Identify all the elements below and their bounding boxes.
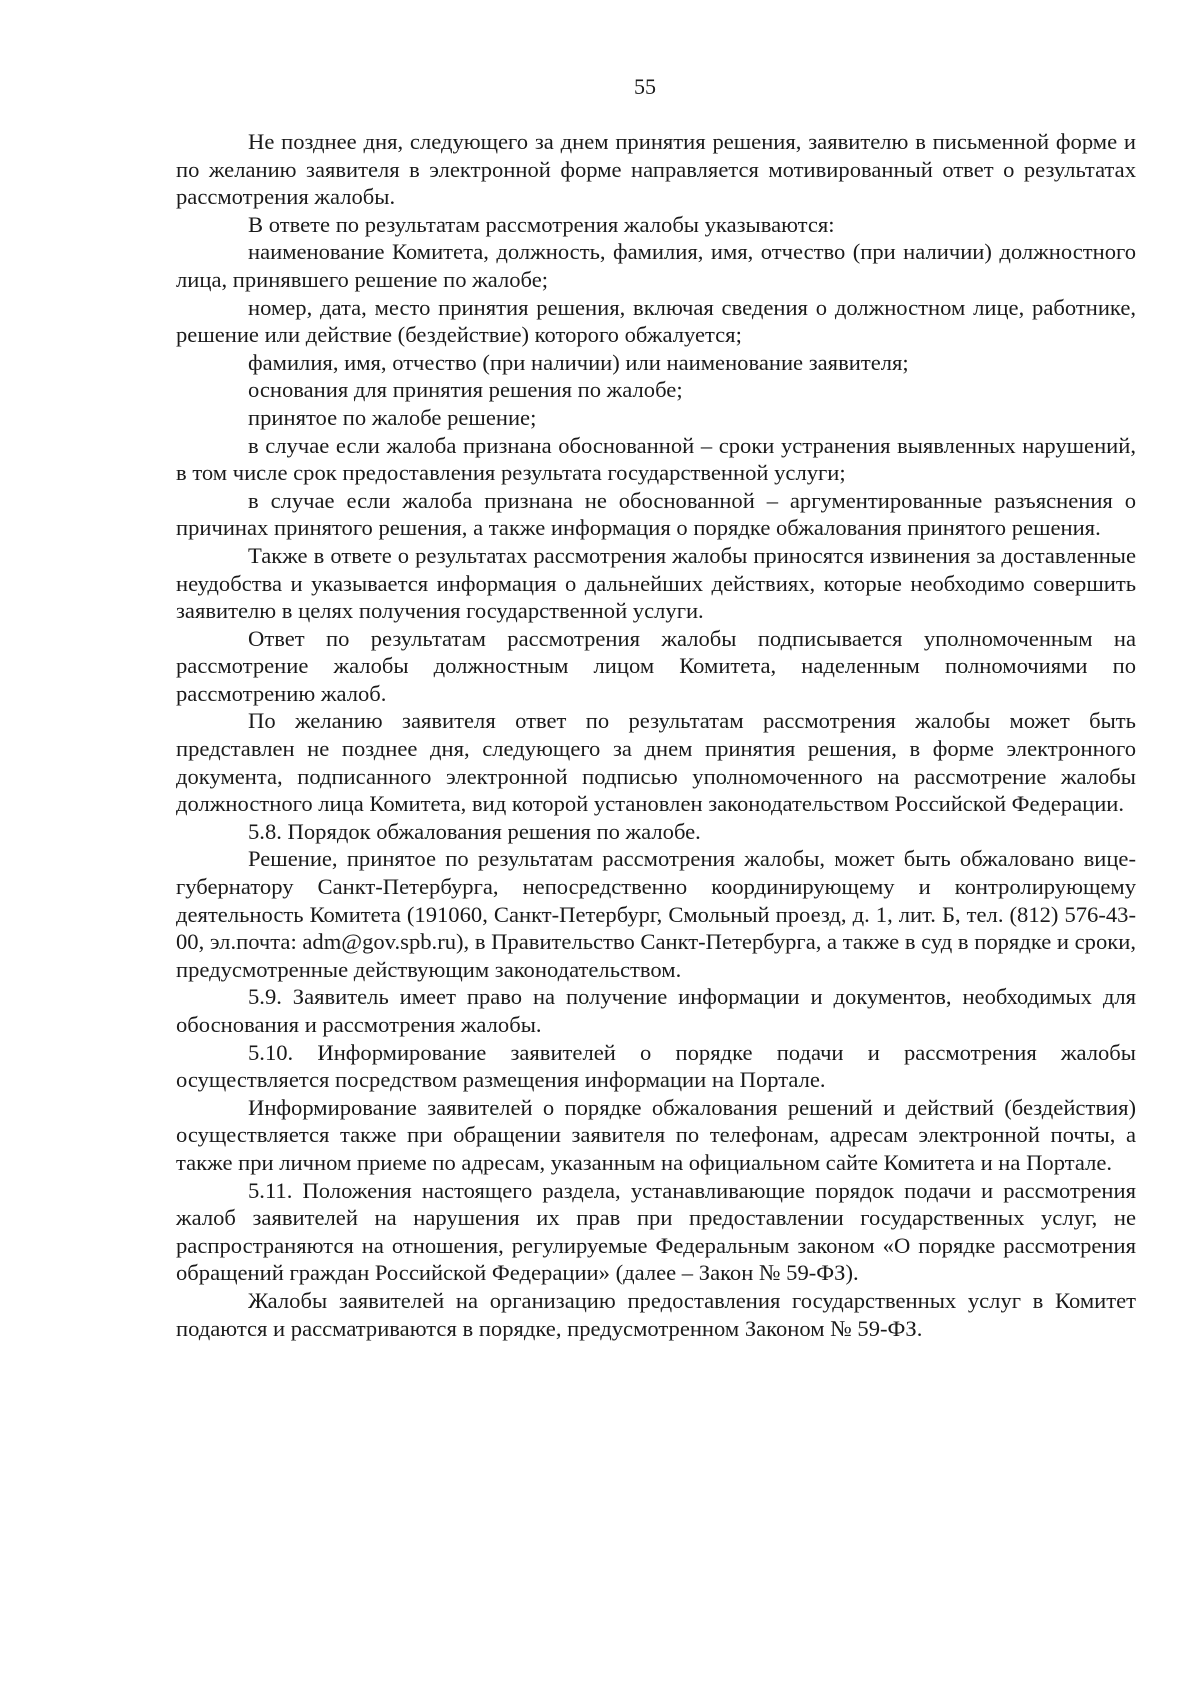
paragraph: Информирование заявителей о порядке обжалования решений и действий (бездействия) осуществляется также при обращении заявителя по телефонам, адресам электронной почты, а также при личном приеме по адресам, указанным на официальном сайте Комитета и на Портале.: [176, 1094, 1136, 1175]
paragraph: В ответе по результатам рассмотрения жалобы указываются:: [248, 211, 835, 237]
paragraph: 5.9. Заявитель имеет право на получение информации и документов, необходимых для обоснования и рассмотрения жалобы.: [176, 984, 1136, 1037]
paragraph: По желанию заявителя ответ по результатам рассмотрения жалобы может быть представлен не позднее дня, следующего за днем принятия решения, в форме электронного документа, подписанного электронной подписью уполномоченного на рассмотрение жалобы должностного лица Комитета, вид которой установлен законодательством Российской Федерации.: [176, 708, 1136, 817]
paragraph: в случае если жалоба признана обоснованной – сроки устранения выявленных нарушений, в том числе срок предоставления результата государственной услуги;: [176, 432, 1136, 486]
paragraph: Жалобы заявителей на организацию предоставления государственных услуг в Комитет подаются и рассматриваются в порядке, предусмотренном Законом № 59-ФЗ.: [176, 1287, 1136, 1341]
section-heading: 5.8. Порядок обжалования решения по жалобе.: [248, 818, 701, 844]
page-number: 55: [634, 74, 656, 99]
paragraph: фамилия, имя, отчество (при наличии) или наименование заявителя;: [248, 349, 909, 375]
paragraph: Ответ по результатам рассмотрения жалобы подписывается уполномоченным на рассмотрение жалобы должностным лицом Комитета, наделенным полномочиями по рассмотрению жалоб.: [176, 625, 1136, 706]
paragraph: основания для принятия решения по жалобе;: [248, 377, 683, 403]
paragraph: принятое по жалобе решение;: [248, 404, 537, 430]
paragraph: номер, дата, место принятия решения, включая сведения о должностном лице, работнике, решение или действие (бездействие) которого обжалуется;: [176, 294, 1136, 348]
paragraph: наименование Комитета, должность, фамилия, имя, отчество (при наличии) должностного лица, принявшего решение по жалобе;: [176, 239, 1136, 292]
paragraph: в случае если жалоба признана не обоснованной – аргументированные разъяснения о причинах принятого решения, а также информация о порядке обжалования принятого решения.: [176, 487, 1136, 541]
paragraph: Решение, принятое по результатам рассмотрения жалобы, может быть обжаловано вице-губернатору Санкт-Петербурга, непосредственно координирующему и контролирующему деятельность Комитета (191060, Санкт-Петербург, Смольный проезд, д. 1, лит. Б, тел. (812) 576-43-00, эл.почта: adm@gov.spb.ru), в Правительство Санкт-Петербурга, а также в суд в порядке и сроки, предусмотренные действующим законодательством.: [176, 846, 1136, 982]
paragraph: Не позднее дня, следующего за днем принятия решения, заявителю в письменной форме и по желанию заявителя в электронной форме направляется мотивированный ответ о результатах рассмотрения жалобы.: [176, 129, 1136, 210]
document-body: [176, 128, 1136, 1342]
paragraph: 5.10. Информирование заявителей о порядке подачи и рассмотрения жалобы осуществляется посредством размещения информации на Портале.: [176, 1039, 1136, 1093]
paragraph: Также в ответе о результатах рассмотрения жалобы приносятся извинения за доставленные неудобства и указывается информация о дальнейших действиях, которые необходимо совершить заявителю в целях получения государственной услуги.: [176, 542, 1136, 624]
paragraph: 5.11. Положения настоящего раздела, устанавливающие порядок подачи и рассмотрения жалоб заявителей на нарушения их прав при предоставлении государственных услуг, не распространяются на отношения, регулируемые Федеральным законом «О порядке рассмотрения обращений граждан Российской Федерации» (далее – Закон № 59-ФЗ).: [176, 1177, 1136, 1286]
